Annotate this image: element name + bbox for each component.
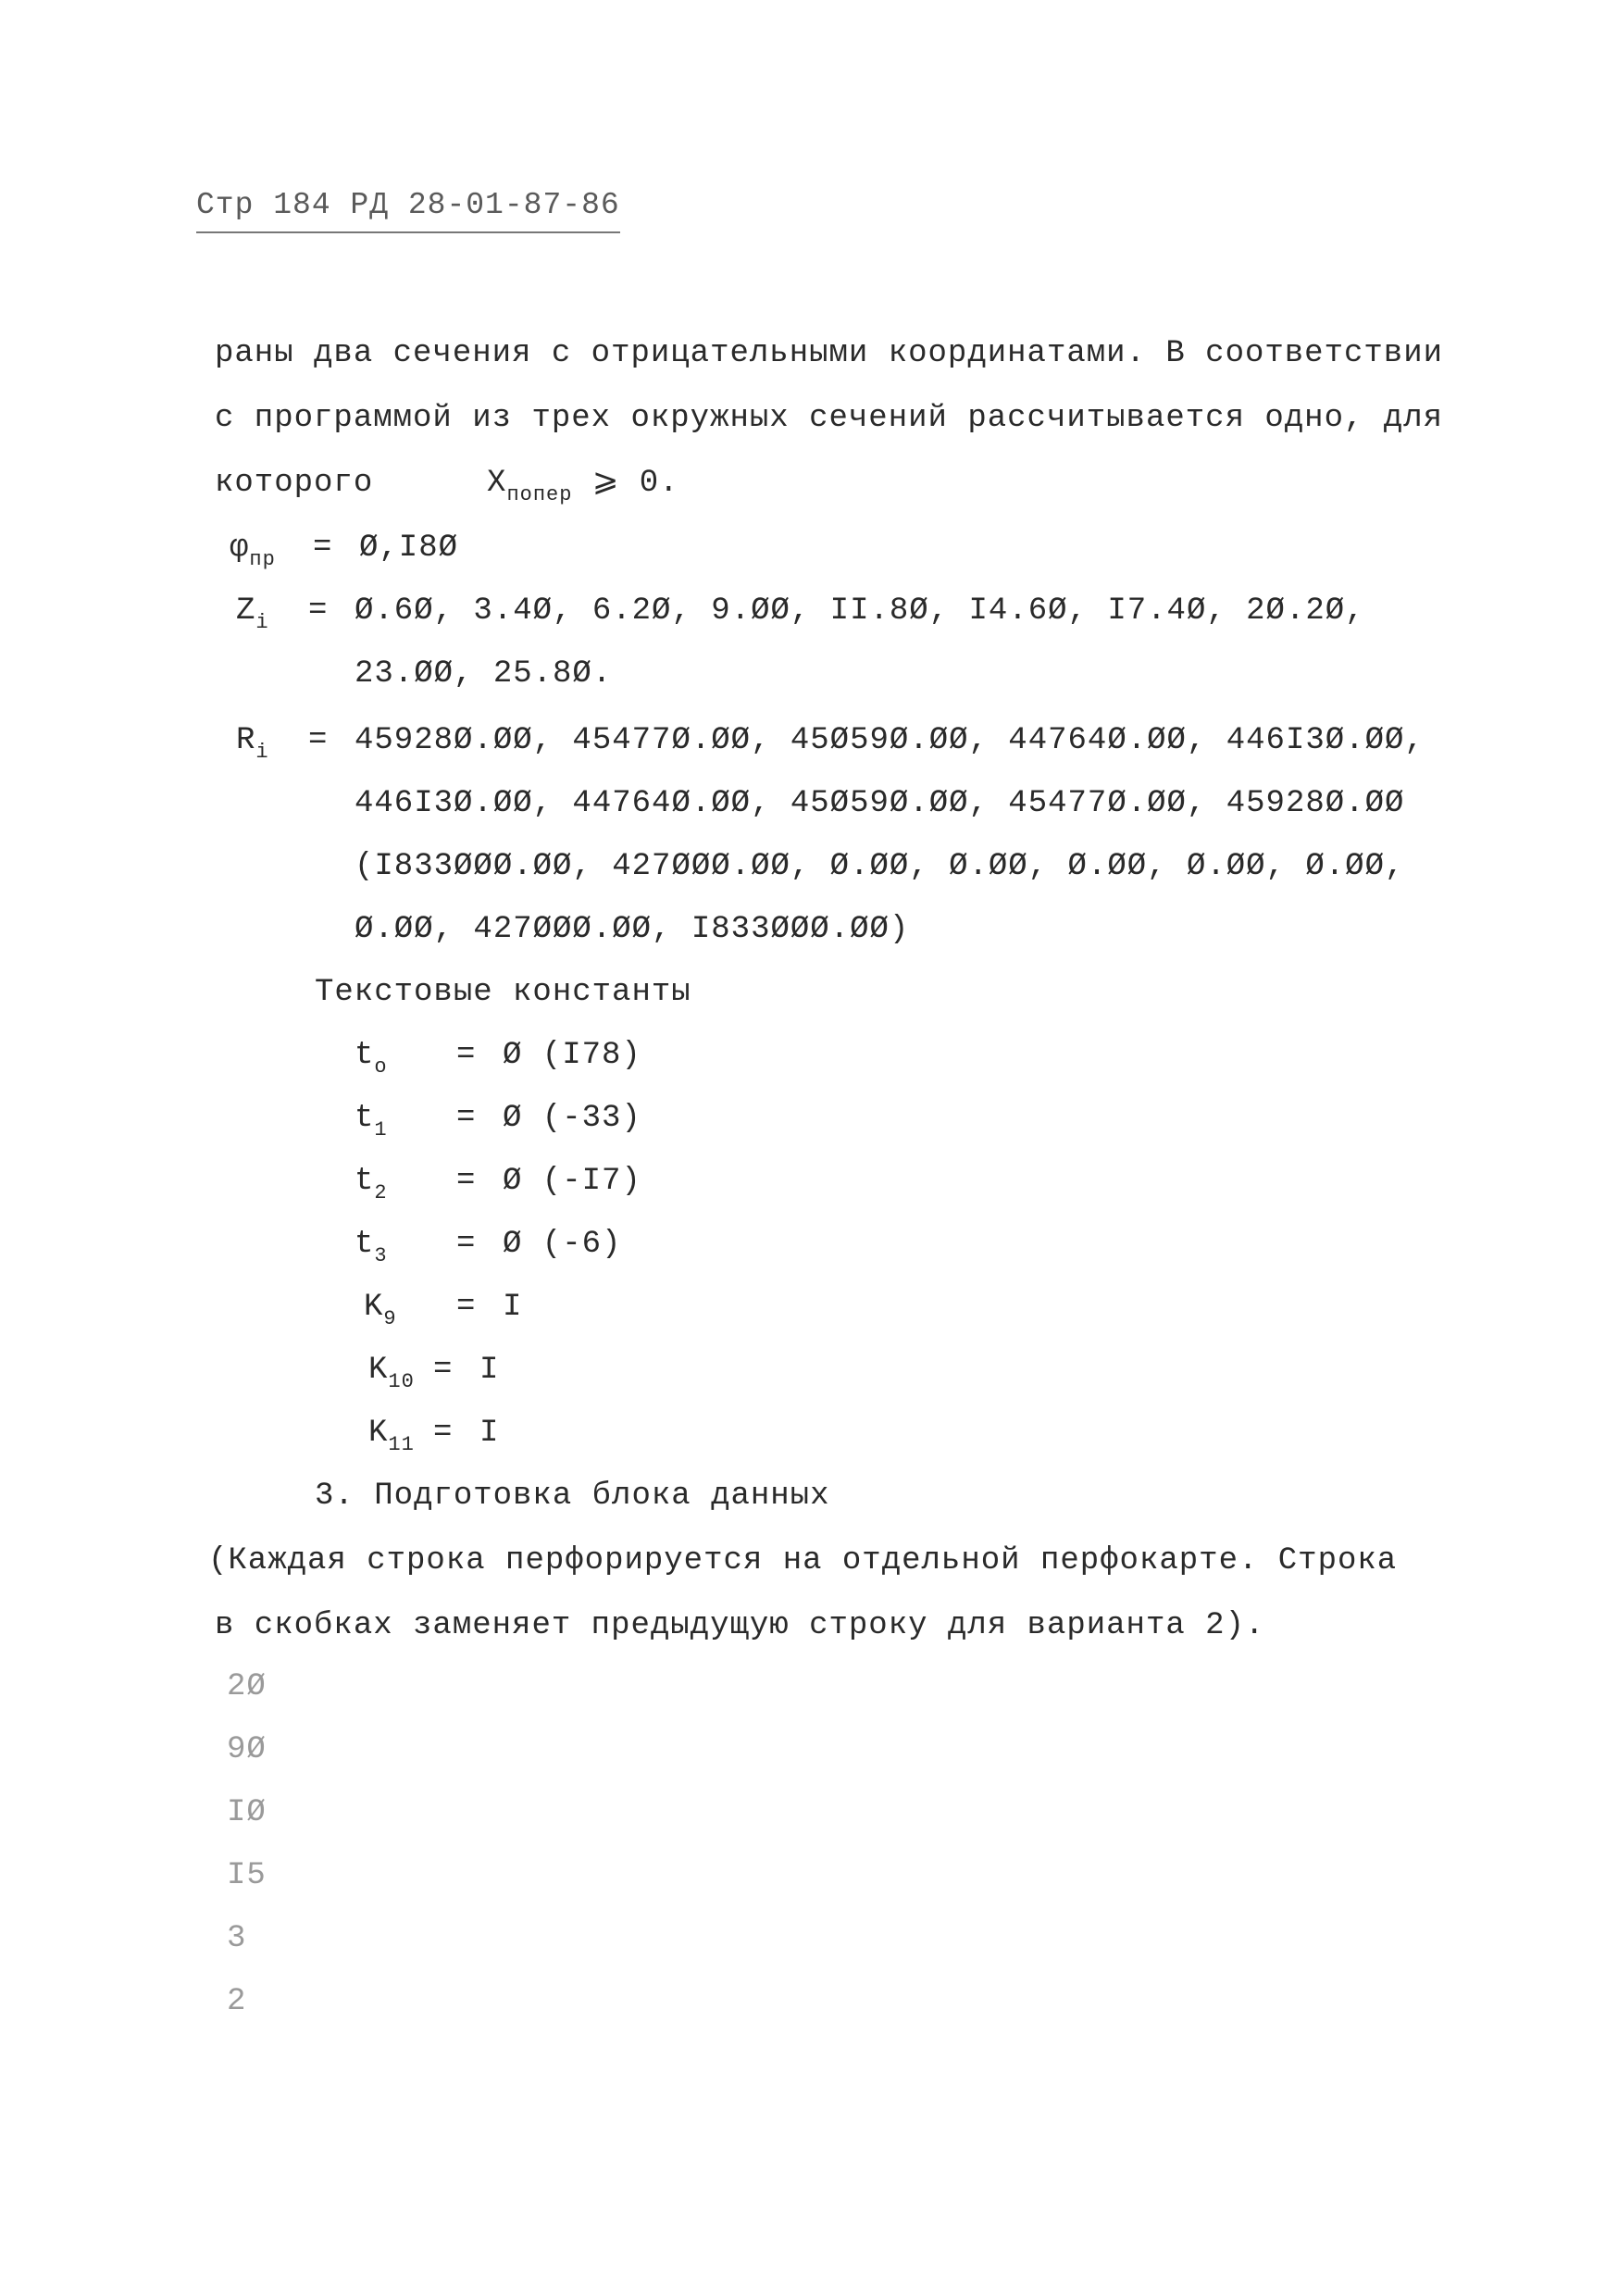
formula-r — [236, 720, 1425, 764]
z-values-line-1: Ø.6Ø, 3.4Ø, 6.2Ø, 9.ØØ, II.8Ø, I4.6Ø, I7.4Ø, 2Ø.2Ø, — [355, 593, 1365, 629]
body-line-3-suffix: ⩾ 0. — [591, 466, 679, 501]
constant-k11: $K_{11} = I$ — [368, 1416, 500, 1456]
formula-phi — [230, 528, 458, 571]
formula-z — [236, 591, 1365, 634]
x-subscript: попер — [506, 483, 573, 506]
section-3-note-line-1: (Каждая строка перфорируется на отдельной перфокарте. Строка — [208, 1543, 1398, 1578]
phi-symbol: φ — [230, 530, 250, 566]
constant-t3: $t_3$ = Ø (-6) — [355, 1227, 622, 1267]
constant-t0: $t_o$ = Ø (I78) — [355, 1038, 641, 1079]
section-3-note-line-2: в скобках заменяет предыдущую строку для варианта 2). — [215, 1608, 1265, 1643]
r-values-line-2: 446I3Ø.ØØ, 44764Ø.ØØ, 45Ø59Ø.ØØ, 45477Ø.ØØ, 45928Ø.ØØ — [355, 786, 1405, 821]
body-line-2: с программой из трех окружных сечений рассчитывается одно, для — [215, 401, 1444, 436]
z-symbol: Z — [236, 593, 256, 629]
z-equals: = — [308, 593, 329, 629]
r-equals: = — [308, 723, 329, 758]
constant-t2: $t_2$ = Ø (-I7) — [355, 1164, 641, 1204]
body-line-3-prefix: которого — [215, 466, 374, 501]
page-header: Стр 184 РД 28-01-87-86 — [196, 185, 620, 233]
text-constants-heading: Текстовые константы — [315, 975, 691, 1010]
section-3-heading: 3. Подготовка блока данных — [315, 1479, 830, 1514]
r-values-line-4: Ø.ØØ, 427ØØØ.ØØ, I833ØØØ.ØØ) — [355, 912, 910, 947]
z-subscript: i — [255, 611, 269, 634]
phi-equals: = — [313, 530, 333, 566]
body-line-1: раны два сечения с отрицательными координатами. В соответствии — [215, 336, 1444, 371]
r-subscript: i — [255, 741, 269, 764]
constant-k10: $K_{10} = I$ — [368, 1353, 500, 1393]
phi-value: Ø,I8Ø — [359, 530, 459, 566]
constant-value: Ø (-6) — [503, 1227, 622, 1262]
body-line-3 — [215, 463, 679, 506]
constant-value: I — [503, 1290, 523, 1325]
constant-t1: $t_1$ = Ø (-33) — [355, 1101, 641, 1142]
constant-value: Ø (I78) — [503, 1038, 641, 1073]
constant-value: I — [479, 1416, 500, 1451]
z-values-line-2: 23.ØØ, 25.8Ø. — [355, 656, 613, 692]
constant-k9: $K_9 = I$ — [364, 1290, 523, 1330]
r-values-line-1: 45928Ø.ØØ, 45477Ø.ØØ, 45Ø59Ø.ØØ, 44764Ø.ØØ, 446I3Ø.ØØ, — [355, 723, 1425, 758]
data-line: 2Ø — [227, 1669, 267, 1704]
x-symbol: X — [487, 466, 507, 501]
data-line: I5 — [227, 1858, 267, 1893]
r-symbol: R — [236, 723, 256, 758]
constant-value: Ø (-I7) — [503, 1164, 641, 1199]
constant-value: Ø (-33) — [503, 1101, 641, 1136]
data-line: 9Ø — [227, 1732, 267, 1767]
constant-value: I — [479, 1353, 500, 1388]
phi-subscript: пр — [249, 548, 276, 571]
data-line: 2 — [227, 1984, 247, 2019]
data-line: IØ — [227, 1795, 267, 1830]
data-line: 3 — [227, 1921, 247, 1956]
r-values-line-3: (I833ØØØ.ØØ, 427ØØØ.ØØ, Ø.ØØ, Ø.ØØ, Ø.ØØ, Ø.ØØ, Ø.ØØ, — [355, 849, 1405, 884]
